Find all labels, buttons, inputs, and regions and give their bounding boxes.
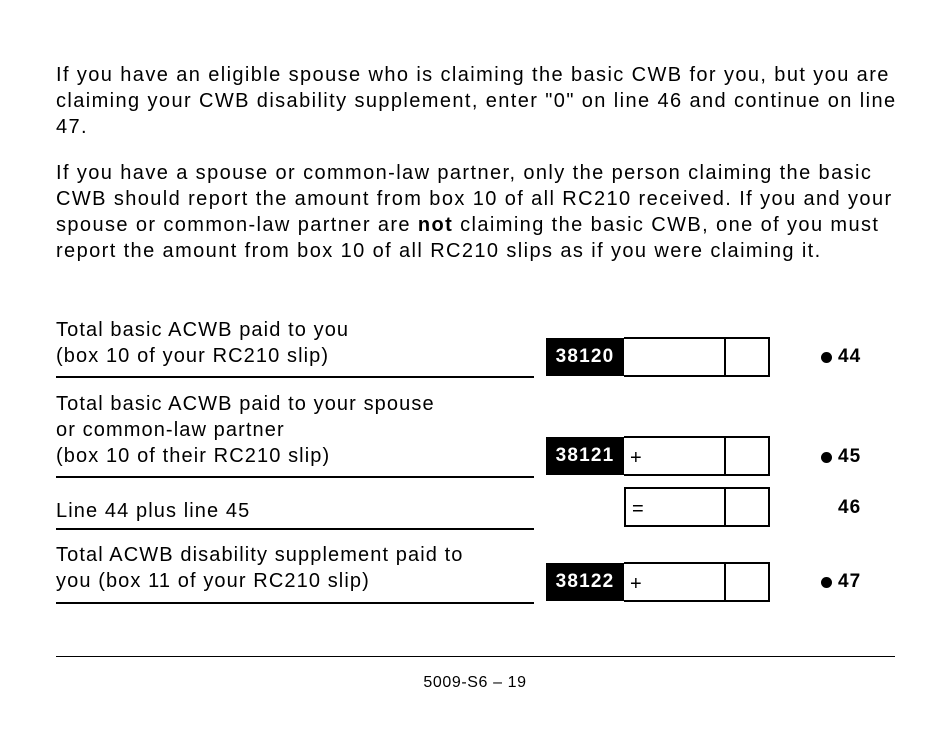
line-45-label: Total basic ACWB paid to your spouse or common-law partner (box 10 of their RC210 slip) xyxy=(56,393,435,467)
line-44-cents-field[interactable] xyxy=(724,339,768,375)
intro-paragraph-2-start: If you have a spouse or common-law partner, only the person claiming the basic CWB should report the amount from box 10 of all RC210 received. If you and your spouse or common-law partner are xyxy=(56,162,893,236)
line-44-amount-field[interactable] xyxy=(624,337,770,377)
line-47-bullet-icon xyxy=(821,577,832,588)
line-44-number: 44 xyxy=(838,346,862,367)
page-number: 5009-S6 – 19 xyxy=(423,674,527,691)
intro-paragraph-2-emphasis: not xyxy=(417,214,454,236)
intro-paragraph-2-end: claiming the basic CWB, one of you must report the amount from box 10 of all RC210 slips as if you were claiming it. xyxy=(56,214,880,262)
line-47-number: 47 xyxy=(838,571,862,592)
line-46-label: Line 44 plus line 45 xyxy=(56,500,251,522)
line-44-label: Total basic ACWB paid to you (box 10 of your RC210 slip) xyxy=(56,319,350,367)
line-47-operator: + xyxy=(630,573,642,595)
line-46-number: 46 xyxy=(838,497,862,518)
line-47-code: 38122 xyxy=(546,563,624,601)
line-45-operator: + xyxy=(630,447,642,469)
intro-paragraph-1: If you have an eligible spouse who is claiming the basic CWB for you, but you are claiming your CWB disability supplement, enter "0" on line 46 and continue on line 47. xyxy=(56,64,897,138)
line-45-code: 38121 xyxy=(546,437,624,475)
line-47-amount-field[interactable] xyxy=(624,562,770,602)
line-44-underline xyxy=(56,376,534,378)
intro-paragraph-2 xyxy=(56,160,906,264)
line-46-operator: = xyxy=(632,498,644,520)
line-45-amount-field[interactable] xyxy=(624,436,770,476)
line-45-number: 45 xyxy=(838,446,862,467)
line-47-cents-field[interactable] xyxy=(724,564,768,600)
line-45-underline xyxy=(56,476,534,478)
line-46-amount-field[interactable] xyxy=(624,487,770,527)
line-46-cents-field[interactable] xyxy=(724,489,768,525)
line-44-code: 38120 xyxy=(546,338,624,376)
line-44-bullet-icon xyxy=(821,352,832,363)
line-45-cents-field[interactable] xyxy=(724,438,768,474)
line-47-label: Total ACWB disability supplement paid to you (box 11 of your RC210 slip) xyxy=(56,544,464,592)
line-45-bullet-icon xyxy=(821,452,832,463)
line-47-underline xyxy=(56,602,534,604)
footer-divider xyxy=(56,656,895,657)
line-46-underline xyxy=(56,528,534,530)
